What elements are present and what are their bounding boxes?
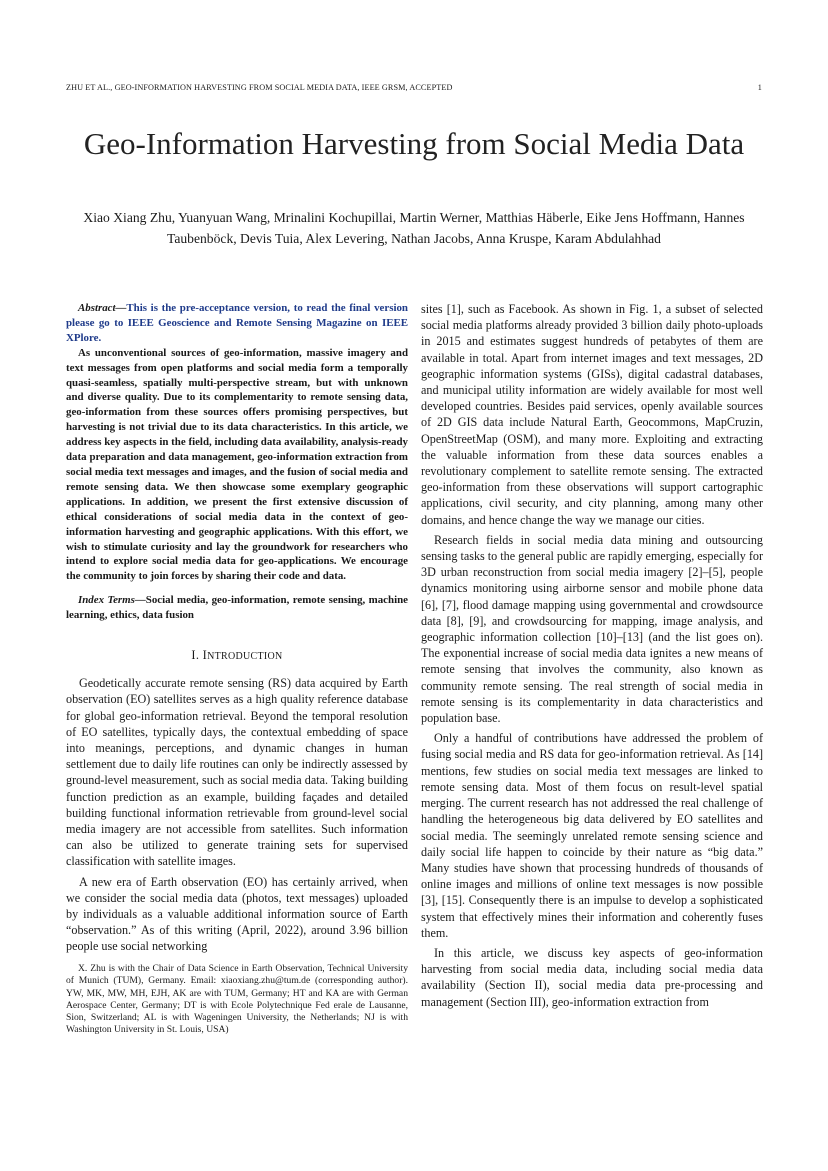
abstract-body: As unconventional sources of geo-information, massive imagery and text messages from open platforms and social media form a temporally quasi-seamless, spatially multi-perspective stream, but with unknown and diverse quality. Due to its complementarity to remote sensing data, geo-information from these sources offers promising perspectives, but harvesting is not trivial due to its data characteristics. In this article, we address key aspects in the field, including data availability, analysis-ready data preparation and data management, geo-information extraction from social media text messages and images, and the fusion of social media and remote sensing data. We then showcase some exemplary geographic applications. In addition, we present the first extensive discussion of ethical considerations of social media data in the context of geo-information harvesting and geographic applications. With this effort, we wish to stimulate curiosity and lay the groundwork for researchers who intend to explore social media data for geo-applications. We encourage the community to join forces by sharing their code and data.	[66, 346, 408, 583]
paper-title: Geo-Information Harvesting from Social Media Data	[83, 126, 745, 161]
left-column	[66, 301, 408, 955]
right-column	[421, 301, 763, 1010]
author-affiliation-footnote: X. Zhu is with the Chair of Data Science in Earth Observation, Technical University of Munich (TUM), Germany. Email: xiaoxiang.zhu@tum.de (corresponding author). YW, MK, MW, MH, EJH, AK are with TUM, Germany; HT and KA are with German Aerospace Center, Germany; DT is with Ecole Polytechnique Fed erale de Lausanne, Sion, Switzerland; AL is with Wageningen University, the Netherlands; NJ is with Washington University in St. Louis, USA)	[66, 963, 408, 1036]
body-paragraph: Research fields in social media data mining and outsourcing sensing tasks to the general public are rapidly emerging, especially for 3D urban reconstruction from social media imagery [2]–[5], people dynamics monitoring using airborne sensor and mobile phone data [6], [7], flood damage mapping using governmental and crowdsource data [8], [9], and crowdsourcing for mapping, image analysis, and geographic information collection [10]–[13] (and the list goes on). The exponential increase of social media data ignites a new means of remote sensing that involves the community, also known as community remote sensing. The real strength of social media in remote sensing is its complementarity in data characteristics and population base.	[421, 532, 763, 726]
abstract: Abstract—This is the pre-acceptance version, to read the final version please go to IEEE Geoscience and Remote Sensing Magazine on IEEE XPlore. As unconventional sources of geo-information, massive imagery and text messages from open platforms and social media form a temporally quasi-seamless, spatially multi-perspective stream, but with unknown and diverse quality. Due to its complementarity to remote sensing data, geo-information from these sources offers promising perspectives, but harvesting is not trivial due to its data characteristics. In this article, we address key aspects in the field, including data availability, analysis-ready data preparation and data management, geo-information extraction from social media text messages and images, and the fusion of social media and remote sensing data. We then showcase some exemplary geographic applications. In addition, we present the first extensive discussion of ethical considerations of social media data in the context of geo-information harvesting and geographic applications. With this effort, we wish to stimulate curiosity and lay the groundwork for researchers who intend to explore social media data for geo-applications. We encourage the community to join forces by sharing their code and data. Index Terms—Social media, geo-information, remote sensing, machine learning, ethics, data fusion	[66, 302, 408, 622]
body-paragraph: In this article, we discuss key aspects of geo-information harvesting from social media data, including social media data availability (Section II), social media data pre-processing and management (Section III), geo-information extraction from	[421, 945, 763, 1009]
running-head-text: ZHU ET AL., GEO-INFORMATION HARVESTING FROM SOCIAL MEDIA DATA, IEEE GRSM, ACCEPTED	[66, 83, 453, 92]
intro-paragraph: Geodetically accurate remote sensing (RS) data acquired by Earth observation (EO) satellites serves as a high quality reference database for global geo-information retrieval. Beyond the temporal resolution of EO satellites, typically days, the contextual embedding of space into meanings, perceptions, and dynamic changes in human settlement due to daily life routines can only be indirectly assessed by ground-level measurement, such as social media data. Taking building function prediction as an example, building façades and detailed building functional information retrievable from ground-level social media imagery are not accessible from satellites. Such information can also be utilized to generate training sets for supervised classification with satellite images.	[66, 676, 408, 869]
section-heading-introduction: I. INTRODUCTION	[191, 648, 283, 663]
intro-paragraph: A new era of Earth observation (EO) has certainly arrived, when we consider the social media data (photos, text messages) uploaded by individuals as a valuable additional information source of Earth “observation.” As of this writing (April, 2022), around 3.96 billion people use social networking	[66, 874, 408, 954]
index-terms-label: Index Terms	[78, 594, 135, 607]
author-list: Xiao Xiang Zhu, Yuanyuan Wang, Mrinalini Kochupillai, Martin Werner, Matthias Häberle, Eike Jens Hoffmann, Hannes Taubenböck, Devis Tuia, Alex Levering, Nathan Jacobs, Anna Kruspe, Karam Abdulahhad	[83, 210, 745, 246]
abstract-version-note[interactable]: This is the pre-acceptance version, to read the final version please go to IEEE Geoscience and Remote Sensing Magazine on IEEE XPlore.	[66, 302, 408, 344]
index-terms-body: Social media, geo-information, remote sensing, machine learning, ethics, data fusion	[66, 594, 408, 622]
body-paragraph: Only a handful of contributions have addressed the problem of fusing social media and RS data for geo-information retrieval. As [14] mentions, few studies on social media text messages are linked to remote sensing data. Most of them focus on result-level spatial merging. The current research has not addressed the real challenge of handling the heterogeneous big data delivered by EO satellites and social media. The seemingly unrelated remote sensing science and daily social life happen to coincide by their nature as “big data.” Many studies have shown that processing hundreds of thousands of online images and millions of online text messages is now possible [3], [15]. Consequently there is an impulse to develop a sophisticated system that effectively mines their information and coherently fuses them.	[421, 731, 763, 940]
body-paragraph: sites [1], such as Facebook. As shown in Fig. 1, a subset of selected social media platforms already provided 3 billion daily photo-uploads in 2015 and estimates suggest hundreds of petabytes of them are available in total. Apart from internet images and text messages, 2D geographic information systems (GISs), digital cadastral databases, and municipal utility information are widely available for most well developed countries. Besides paid services, openly available sources of 2D GIS data include Natural Earth, Geocommons, MapCruzin, OpenStreetMap (OSM), and many more. Exploiting and extracting the valuable information from these data sources enables a revolutionary complement to satellite remote sensing. The extracted geo-information from these observations will support cartographic applications, civil security, and city planning, among many other domains, and hence change the way we manage our cities.	[421, 302, 763, 527]
abstract-label: Abstract	[78, 302, 116, 314]
page-number: 1	[757, 83, 762, 92]
running-head	[66, 83, 762, 97]
